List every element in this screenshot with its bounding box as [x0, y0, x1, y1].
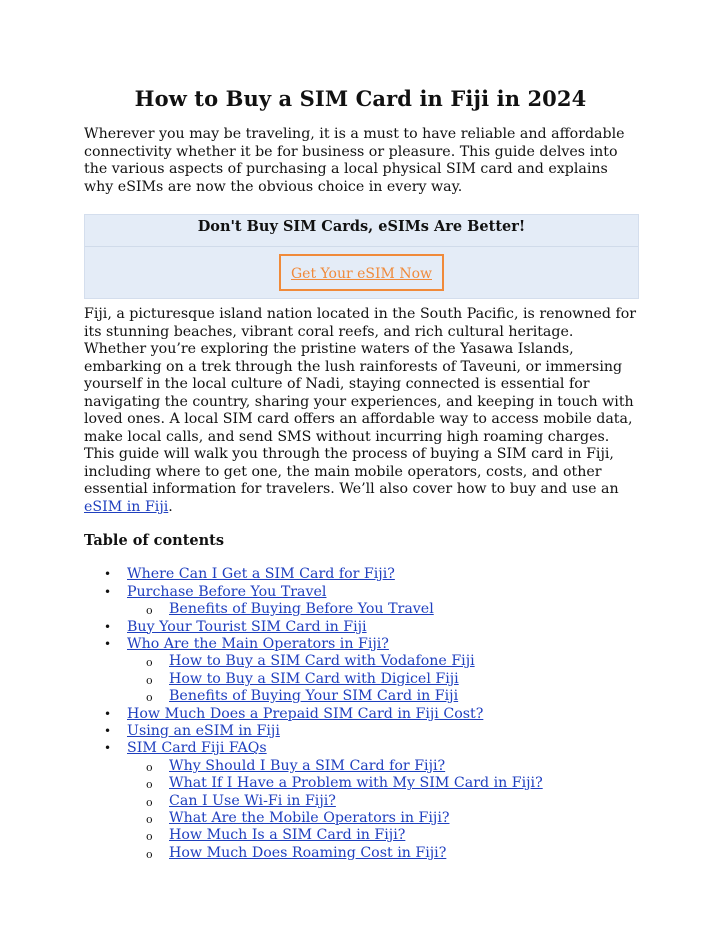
toc-title: Table of contents: [84, 532, 225, 550]
toc-item: [84, 793, 637, 810]
toc-item: [84, 566, 637, 583]
bullet-icon: •: [104, 741, 112, 756]
toc-link[interactable]: How Much Does a Prepaid SIM Card in Fiji Cost?: [127, 705, 484, 722]
bullet-icon: •: [104, 724, 112, 739]
toc-item: [84, 810, 637, 827]
toc-item: [84, 619, 637, 636]
toc-link[interactable]: Buy Your Tourist SIM Card in Fiji: [127, 618, 367, 635]
toc-link[interactable]: What If I Have a Problem with My SIM Card in Fiji?: [169, 775, 543, 792]
body-end: .: [168, 498, 173, 515]
circle-bullet-icon: o: [146, 813, 153, 827]
toc-link[interactable]: How to Buy a SIM Card with Digicel Fiji: [169, 670, 459, 687]
circle-bullet-icon: o: [146, 673, 153, 687]
toc-item: [84, 584, 637, 601]
bullet-icon: •: [104, 584, 112, 599]
toc-link[interactable]: Can I Use Wi-Fi in Fiji?: [169, 792, 336, 809]
page-title: How to Buy a SIM Card in Fiji in 2024: [134, 86, 587, 111]
toc-link[interactable]: Using an eSIM in Fiji: [127, 723, 280, 740]
toc-link[interactable]: SIM Card Fiji FAQs: [127, 740, 267, 757]
toc-item: [84, 775, 637, 792]
bullet-icon: •: [104, 619, 112, 634]
toc-item: [84, 636, 637, 653]
esim-fiji-link[interactable]: eSIM in Fiji: [84, 498, 169, 515]
toc-item: [84, 688, 637, 705]
circle-bullet-icon: o: [146, 604, 153, 618]
toc-item: [84, 827, 637, 844]
toc-item: [84, 723, 637, 740]
body-text: Fiji, a picturesque island nation located in the South Pacific, is renowned for its stunning beaches, vibrant coral reefs, and rich cultural heritage. Whether you’re exploring the pristine waters of the Yasawa Islands, embarking on a trek through the lush rainforests of Taveuni, or immersing yourself in the local culture of Nadi, staying connected is essential for navigating the country, sharing your experiences, and keeping in touch with loved ones. A local SIM card offers an affordable way to access mobile data, make local calls, and send SMS without incurring high roaming charges. This guide will walk you through the process of buying a SIM card in Fiji, including where to get one, the main mobile operators, costs, and other essential information for travelers. We’ll also cover how to buy and use an: [84, 306, 637, 498]
intro-paragraph: Wherever you may be traveling, it is a must to have reliable and affordable connectivity whether it be for business or pleasure. This guide delves into the various aspects of purchasing a local physical SIM card and explains why eSIMs are now the obvious choice in every way.: [84, 126, 625, 195]
toc-link[interactable]: Purchase Before You Travel: [127, 583, 327, 600]
toc-item: [84, 671, 637, 688]
toc-item: [84, 601, 637, 618]
toc-link[interactable]: What Are the Mobile Operators in Fiji?: [169, 810, 450, 827]
bullet-icon: •: [104, 567, 112, 582]
toc-item: [84, 845, 637, 862]
toc-link[interactable]: How to Buy a SIM Card with Vodafone Fiji: [169, 653, 475, 670]
cta-button-row: [85, 247, 638, 298]
toc-link[interactable]: Benefits of Buying Before You Travel: [169, 601, 434, 618]
bullet-icon: •: [104, 637, 112, 651]
circle-bullet-icon: o: [146, 691, 153, 705]
toc-item: [84, 758, 637, 775]
bullet-icon: •: [104, 706, 112, 721]
toc-link[interactable]: How Much Does Roaming Cost in Fiji?: [169, 844, 447, 861]
circle-bullet-icon: o: [146, 847, 153, 861]
toc-link[interactable]: Why Should I Buy a SIM Card for Fiji?: [169, 757, 446, 774]
circle-bullet-icon: o: [146, 656, 153, 670]
circle-bullet-icon: o: [146, 795, 153, 809]
toc-link[interactable]: Who Are the Main Operators in Fiji?: [127, 636, 389, 652]
toc-list: [84, 566, 637, 862]
toc-item: [84, 653, 637, 670]
body-paragraph: [84, 306, 637, 516]
esim-cta-box: [84, 214, 639, 299]
circle-bullet-icon: o: [146, 830, 153, 844]
get-esim-button[interactable]: Get Your eSIM Now: [279, 254, 444, 291]
cta-heading: Don't Buy SIM Cards, eSIMs Are Better!: [85, 215, 638, 247]
toc-link[interactable]: How Much Is a SIM Card in Fiji?: [169, 827, 406, 844]
circle-bullet-icon: o: [146, 778, 153, 792]
toc-link[interactable]: Benefits of Buying Your SIM Card in Fiji: [169, 688, 459, 705]
circle-bullet-icon: o: [146, 760, 153, 774]
toc-item: [84, 706, 637, 723]
toc-link[interactable]: Where Can I Get a SIM Card for Fiji?: [127, 566, 395, 583]
toc-item: [84, 740, 637, 757]
